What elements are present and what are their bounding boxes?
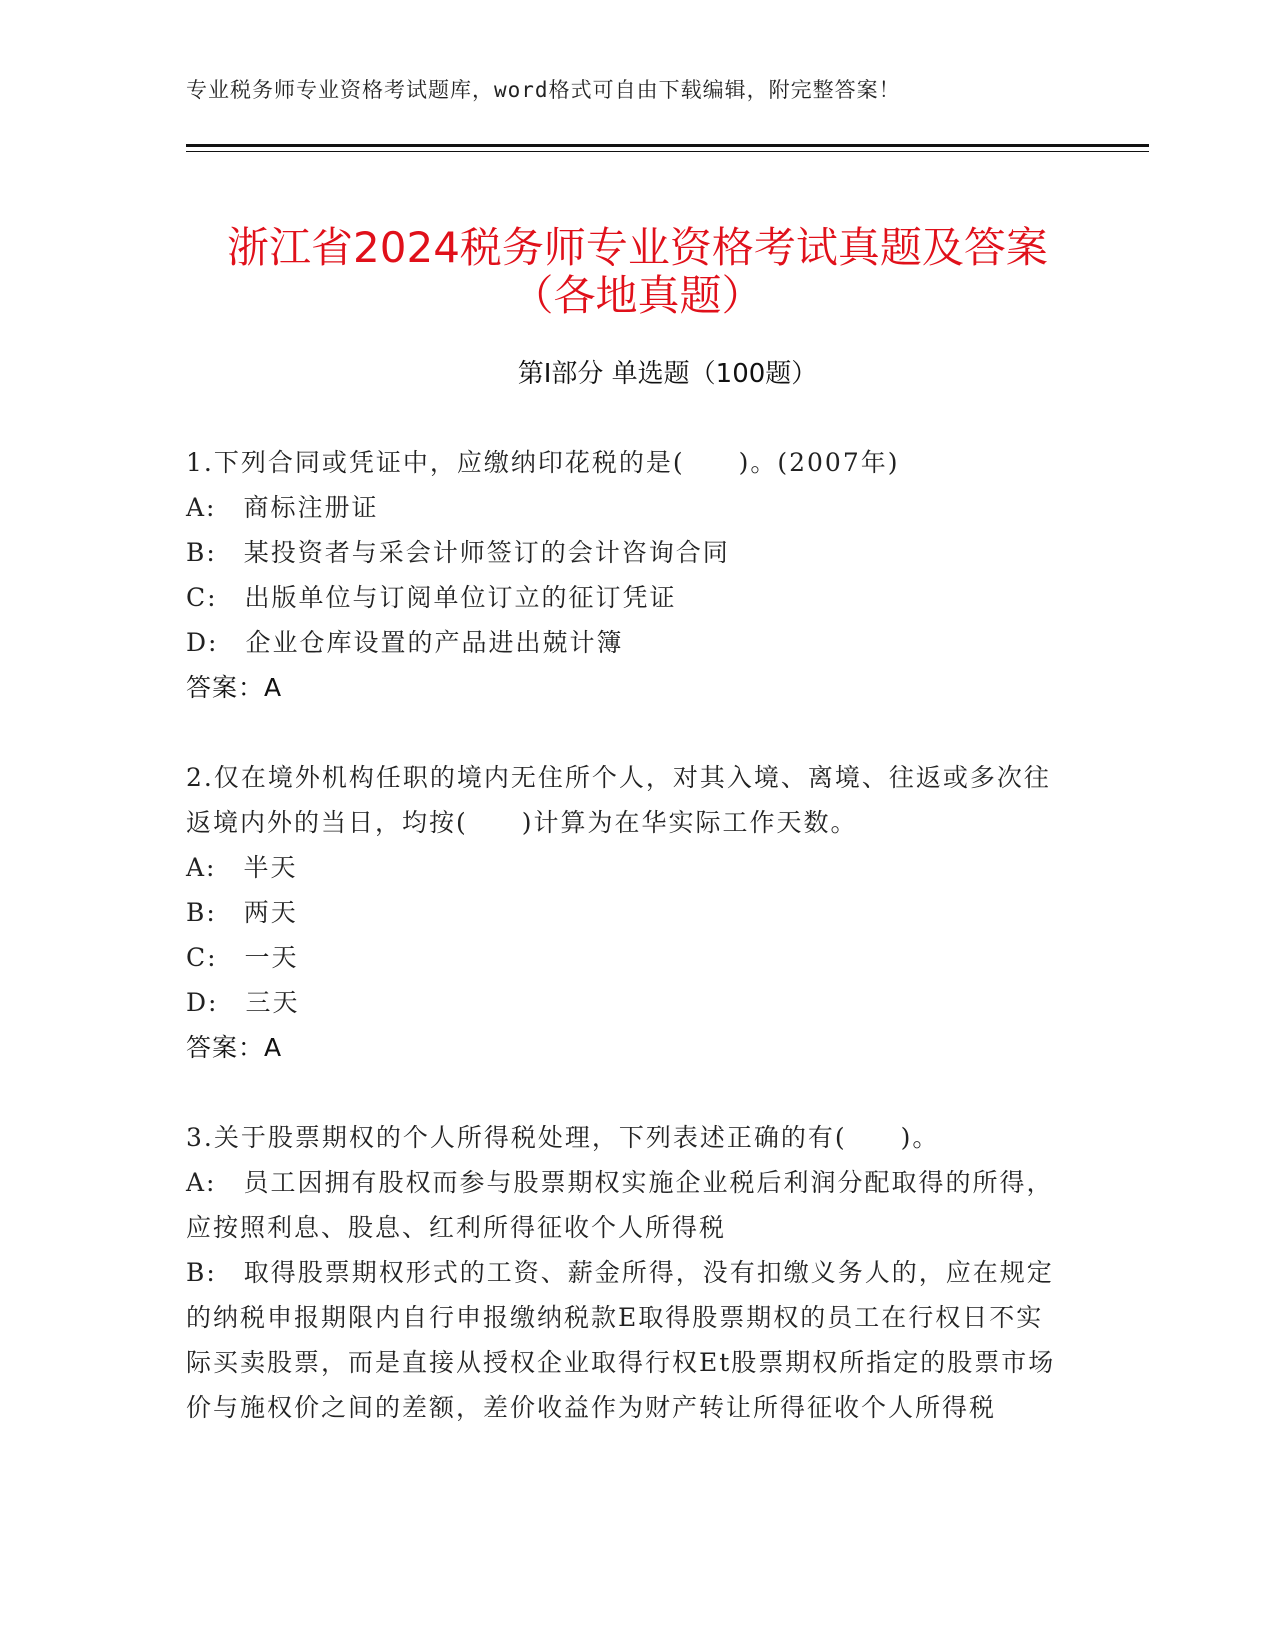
question-2 <box>186 755 1066 1070</box>
document-title <box>130 224 1145 320</box>
option-d: D: 企业仓库设置的产品进出兢计簿 <box>186 628 624 657</box>
option-c: C: 一天 <box>186 943 299 972</box>
document-title-line2: （各地真题） <box>511 271 764 321</box>
header-note: 专业税务师专业资格考试题库，word格式可自由下载编辑，附完整答案！ <box>186 78 901 102</box>
section-title: 第Ⅰ部分 单选题（100题） <box>517 359 818 389</box>
header-rule-thin <box>186 151 1149 152</box>
question-stem: 3.关于股票期权的个人所得税处理，下列表述正确的有( )。 <box>186 1123 940 1152</box>
option-a: A: 半天 <box>186 853 298 882</box>
answer: 答案：A <box>186 673 283 702</box>
question-stem: 1.下列合同或凭证中，应缴纳印花税的是( )。(2007年) <box>186 448 900 477</box>
option-a: A: 商标注册证 <box>186 493 379 522</box>
question-1 <box>186 440 1066 710</box>
option-a: A: 员工因拥有股权而参与股票期权实施企业税后利润分配取得的所得，应按照利息、股息、红利所得征收个人所得税 <box>186 1168 1054 1242</box>
document-title-line1: 浙江省2024税务师专业资格考试真题及答案 <box>227 223 1048 273</box>
question-3 <box>186 1115 1066 1430</box>
option-b: B: 两天 <box>186 898 298 927</box>
option-b: B: 取得股票期权形式的工资、薪金所得，没有扣缴义务人的，应在规定的纳税申报期限内自行申报缴纳税款E取得股票期权的员工在行权日不实际买卖股票，而是直接从授权企业取得行权Et股票期权所指定的股票市场价与施权价之间的差额，差价收益作为财产转让所得征收个人所得税 <box>186 1258 1056 1422</box>
question-list <box>186 440 1066 1430</box>
option-c: C: 出版单位与订阅单位订立的征订凭证 <box>186 583 677 612</box>
header-rule-thick <box>186 144 1149 147</box>
question-stem: 2.仅在境外机构任职的境内无住所个人，对其入境、离境、往返或多次往返境内外的当日，均按( )计算为在华实际工作天数。 <box>186 763 1051 837</box>
answer: 答案：A <box>186 1033 283 1062</box>
option-d: D: 三天 <box>186 988 300 1017</box>
option-b: B: 某投资者与采会计师签订的会计咨询合同 <box>186 538 730 567</box>
